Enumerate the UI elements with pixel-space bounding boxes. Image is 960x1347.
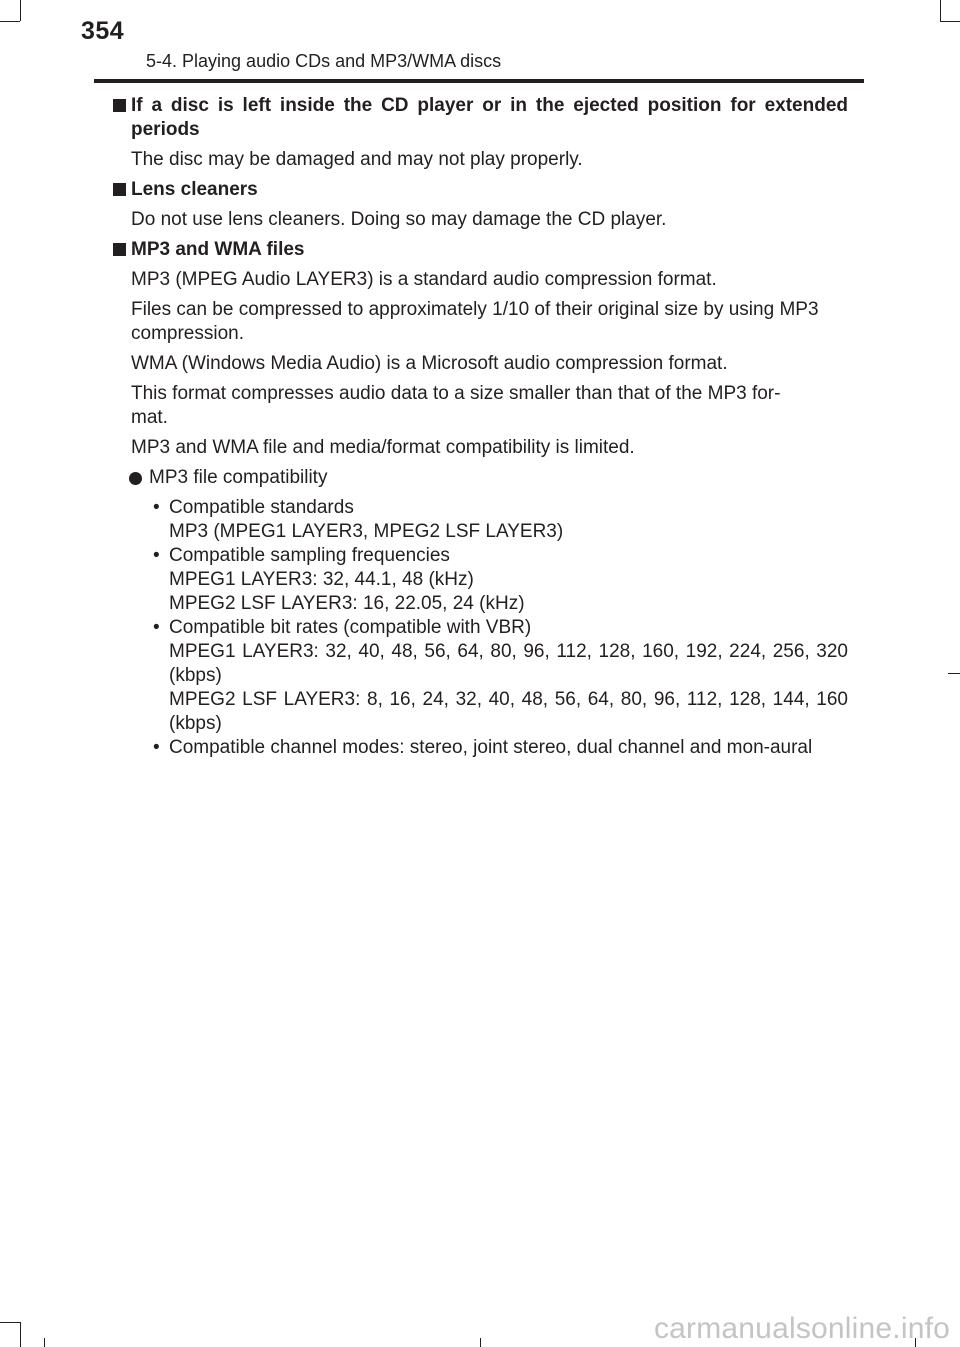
list-bullet: • (153, 617, 160, 638)
crop-mark (44, 1338, 45, 1347)
compatibility-list (113, 496, 848, 760)
paragraph: Do not use lens cleaners. Doing so may damage the CD player. (131, 209, 667, 230)
list-item-label: Compatible bit rates (compatible with VBR) (169, 617, 532, 638)
section-disc-left-inside (113, 94, 848, 172)
section-lens-cleaners (113, 178, 848, 232)
paragraph: MP3 and WMA file and media/format compatibility is limited. (131, 437, 635, 458)
paragraph: This format compresses audio data to a size smaller than that of the MP3 for- mat. (131, 383, 781, 428)
crop-mark (20, 1322, 21, 1347)
header-divider (94, 79, 864, 83)
list-item (153, 616, 848, 736)
list-item-detail: MP3 (MPEG1 LAYER3, MPEG2 LSF LAYER3) (169, 521, 564, 542)
watermark-url: carmanualsonline.info (653, 1312, 950, 1345)
paragraph: MP3 (MPEG Audio LAYER3) is a standard audio compression format. (131, 269, 717, 290)
section-mp3-wma-files (113, 238, 848, 760)
square-bullet-icon (113, 183, 126, 196)
crop-mark (948, 673, 960, 674)
list-item-detail: MPEG1 LAYER3: 32, 44.1, 48 (kHz) (169, 569, 474, 590)
page-number: 354 (81, 17, 125, 45)
crop-mark (940, 0, 941, 21)
list-item-detail: MPEG2 LSF LAYER3: 8, 16, 24, 32, 40, 48, 56, 64, 80, 96, 112, 128, 144, 160 (kbps) (169, 689, 848, 734)
square-bullet-icon (113, 99, 126, 112)
section-heading (113, 94, 848, 142)
paragraph: Files can be compressed to approximately 1/10 of their original size by using MP3 compression. (131, 299, 819, 344)
list-bullet: • (153, 545, 160, 566)
crop-mark (0, 21, 20, 22)
list-item-label: Compatible sampling frequencies (169, 545, 450, 566)
section-heading (113, 178, 848, 202)
list-item-label: Compatible standards (169, 497, 354, 518)
section-heading-text: Lens cleaners (131, 179, 258, 200)
section-heading (113, 238, 848, 262)
list-item-detail: MPEG1 LAYER3: 32, 40, 48, 56, 64, 80, 96, 112, 128, 160, 192, 224, 256, 320 (kbps) (169, 641, 848, 686)
list-bullet: • (153, 737, 160, 758)
crop-mark (20, 0, 21, 21)
list-item-detail: MPEG2 LSF LAYER3: 16, 22.05, 24 (kHz) (169, 593, 525, 614)
list-item-label: Compatible channel modes: stereo, joint stereo, dual channel and mon-aural (169, 737, 813, 758)
paragraph: WMA (Windows Media Audio) is a Microsoft audio compression format. (131, 353, 728, 374)
section-heading-text: MP3 and WMA files (131, 239, 305, 260)
list-bullet: • (153, 497, 160, 518)
round-bullet-icon (129, 472, 142, 485)
paragraph: The disc may be damaged and may not play properly. (131, 149, 583, 170)
list-item (153, 496, 848, 544)
subheading-text: MP3 file compatibility (149, 467, 328, 488)
list-item (153, 544, 848, 616)
section-heading-text: If a disc is left inside the CD player or in the ejected position for extended periods (131, 95, 848, 140)
section-title: 5-4. Playing audio CDs and MP3/WMA discs (146, 51, 502, 71)
crop-mark (940, 21, 960, 22)
list-item (153, 736, 848, 760)
crop-mark (0, 1322, 20, 1323)
subheading (113, 466, 848, 490)
page-content (113, 94, 848, 760)
square-bullet-icon (113, 243, 126, 256)
crop-mark (480, 1338, 481, 1347)
